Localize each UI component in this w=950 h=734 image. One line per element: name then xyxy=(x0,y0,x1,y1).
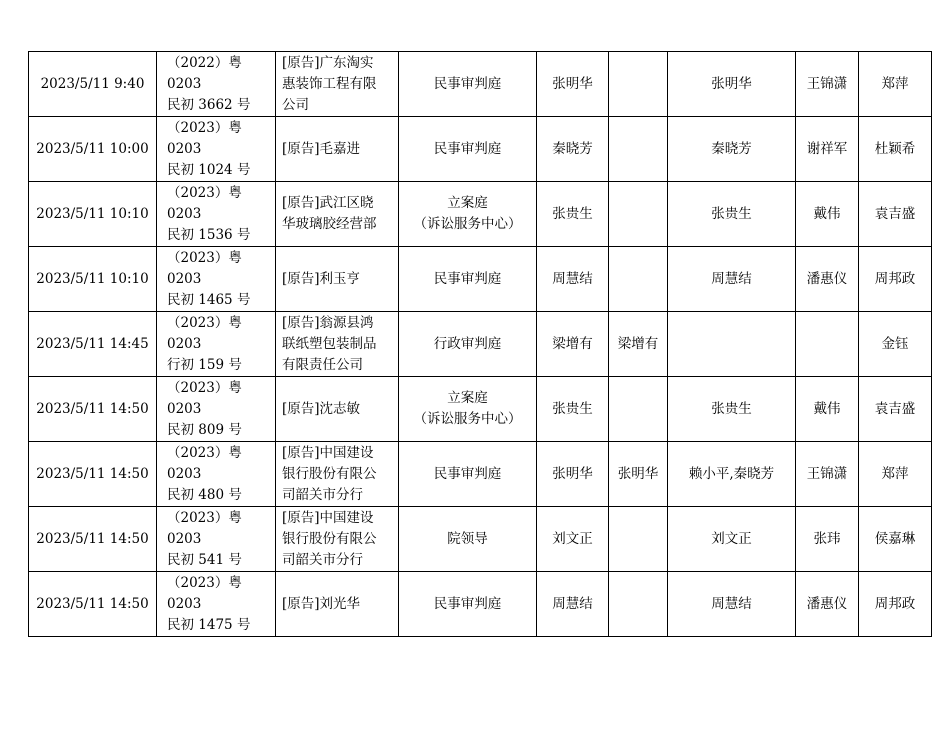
table-row xyxy=(29,312,932,377)
party-cell xyxy=(276,117,399,182)
presiding-judge-cell xyxy=(609,377,668,442)
party-cell-text: [原告]刘光华 xyxy=(282,595,361,612)
clerk-cell xyxy=(796,377,859,442)
hearing-time-cell xyxy=(29,117,157,182)
party-cell-text: [原告]沈志敏 xyxy=(282,400,361,417)
assistant-cell-text: 袁吉盛 xyxy=(874,205,916,222)
assistant-cell xyxy=(859,507,932,572)
presiding-judge-cell xyxy=(609,507,668,572)
case-number-cell xyxy=(157,52,276,117)
court-division-cell xyxy=(399,507,537,572)
court-division-cell-text: 行政审判庭 xyxy=(433,335,502,352)
case-number-cell xyxy=(157,507,276,572)
panel-members-cell xyxy=(668,572,796,637)
assistant-cell xyxy=(859,52,932,117)
panel-members-cell-text: 张贵生 xyxy=(711,400,752,417)
table-row xyxy=(29,442,932,507)
court-division-cell xyxy=(399,377,537,442)
court-division-cell-text: 民事审判庭 xyxy=(433,75,502,92)
court-division-cell xyxy=(399,312,537,377)
panel-members-cell-text: 秦晓芳 xyxy=(711,140,752,157)
assistant-cell xyxy=(859,117,932,182)
assistant-cell-text: 周邦政 xyxy=(874,595,916,612)
party-cell xyxy=(276,572,399,637)
hearing-time-cell-text: 2023/5/11 14:50 xyxy=(36,400,149,417)
panel-members-cell-text: 周慧结 xyxy=(711,595,752,612)
hearing-time-cell xyxy=(29,182,157,247)
presiding-judge-cell xyxy=(609,312,668,377)
assistant-cell-text: 郑萍 xyxy=(881,75,909,92)
court-division-cell xyxy=(399,52,537,117)
clerk-cell-text: 戴伟 xyxy=(813,205,841,222)
court-division-cell-text: 立案庭 （诉讼服务中心） xyxy=(413,195,522,232)
table-row xyxy=(29,117,932,182)
case-number-cell xyxy=(157,312,276,377)
case-number-cell-text: （2023）粤 0203 行初 159 号 xyxy=(167,314,242,373)
hearing-time-cell-text: 2023/5/11 10:00 xyxy=(36,140,149,157)
judge-cell-text: 张明华 xyxy=(552,465,593,482)
clerk-cell xyxy=(796,312,859,377)
clerk-cell xyxy=(796,52,859,117)
table-row xyxy=(29,572,932,637)
assistant-cell xyxy=(859,377,932,442)
hearing-time-cell xyxy=(29,572,157,637)
case-number-cell-text: （2023）粤 0203 民初 480 号 xyxy=(167,444,242,503)
assistant-cell-text: 侯嘉琳 xyxy=(874,530,916,547)
case-number-cell-text: （2023）粤 0203 民初 1536 号 xyxy=(167,184,251,243)
schedule-body xyxy=(29,52,932,637)
judge-cell xyxy=(537,117,609,182)
hearing-time-cell xyxy=(29,442,157,507)
case-number-cell xyxy=(157,182,276,247)
party-cell-text: [原告]武江区晓 华玻璃胶经营部 xyxy=(282,195,377,232)
panel-members-cell xyxy=(668,117,796,182)
party-cell xyxy=(276,312,399,377)
court-division-cell-text: 民事审判庭 xyxy=(433,270,502,287)
assistant-cell xyxy=(859,442,932,507)
clerk-cell xyxy=(796,507,859,572)
judge-cell xyxy=(537,377,609,442)
panel-members-cell xyxy=(668,442,796,507)
hearing-time-cell-text: 2023/5/11 14:50 xyxy=(36,465,149,482)
clerk-cell-text: 张玮 xyxy=(813,530,841,547)
court-division-cell xyxy=(399,572,537,637)
party-cell xyxy=(276,247,399,312)
assistant-cell-text: 金钰 xyxy=(881,335,909,352)
judge-cell-text: 周慧结 xyxy=(552,270,593,287)
hearing-time-cell xyxy=(29,377,157,442)
party-cell-text: [原告]利玉亨 xyxy=(282,270,361,287)
judge-cell xyxy=(537,442,609,507)
case-number-cell xyxy=(157,377,276,442)
table-row xyxy=(29,52,932,117)
clerk-cell xyxy=(796,182,859,247)
party-cell-text: [原告]中国建设 银行股份有限公 司韶关市分行 xyxy=(282,509,377,568)
panel-members-cell xyxy=(668,52,796,117)
party-cell xyxy=(276,507,399,572)
party-cell xyxy=(276,377,399,442)
judge-cell-text: 张明华 xyxy=(552,75,593,92)
judge-cell xyxy=(537,312,609,377)
case-number-cell xyxy=(157,117,276,182)
presiding-judge-cell xyxy=(609,442,668,507)
assistant-cell-text: 袁吉盛 xyxy=(874,400,916,417)
panel-members-cell-text: 周慧结 xyxy=(711,270,752,287)
clerk-cell-text: 王锦潇 xyxy=(806,465,848,482)
hearing-time-cell xyxy=(29,52,157,117)
case-number-cell-text: （2023）粤 0203 民初 1024 号 xyxy=(167,119,251,178)
presiding-judge-cell xyxy=(609,182,668,247)
hearing-time-cell-text: 2023/5/11 14:45 xyxy=(36,335,149,352)
panel-members-cell-text: 赖小平,秦晓芳 xyxy=(688,465,775,482)
panel-members-cell xyxy=(668,247,796,312)
assistant-cell xyxy=(859,247,932,312)
court-division-cell xyxy=(399,442,537,507)
judge-cell xyxy=(537,507,609,572)
panel-members-cell-text: 张明华 xyxy=(711,75,752,92)
clerk-cell-text: 谢祥军 xyxy=(806,140,848,157)
judge-cell xyxy=(537,247,609,312)
court-division-cell-text: 立案庭 （诉讼服务中心） xyxy=(413,390,522,427)
assistant-cell-text: 郑萍 xyxy=(881,465,909,482)
presiding-judge-cell xyxy=(609,572,668,637)
party-cell xyxy=(276,182,399,247)
table-row xyxy=(29,377,932,442)
court-division-cell-text: 民事审判庭 xyxy=(433,465,502,482)
judge-cell xyxy=(537,52,609,117)
assistant-cell xyxy=(859,312,932,377)
case-number-cell xyxy=(157,572,276,637)
judge-cell xyxy=(537,572,609,637)
case-number-cell-text: （2023）粤 0203 民初 541 号 xyxy=(167,509,242,568)
court-division-cell-text: 院领导 xyxy=(447,530,488,547)
clerk-cell xyxy=(796,572,859,637)
table-row xyxy=(29,247,932,312)
hearing-time-cell xyxy=(29,507,157,572)
presiding-judge-cell-text: 张明华 xyxy=(617,465,659,482)
party-cell xyxy=(276,52,399,117)
presiding-judge-cell xyxy=(609,247,668,312)
assistant-cell xyxy=(859,572,932,637)
clerk-cell-text: 戴伟 xyxy=(813,400,841,417)
court-division-cell xyxy=(399,182,537,247)
case-number-cell-text: （2023）粤 0203 民初 809 号 xyxy=(167,379,242,438)
hearing-time-cell-text: 2023/5/11 14:50 xyxy=(36,530,149,547)
hearing-time-cell-text: 2023/5/11 14:50 xyxy=(36,595,149,612)
assistant-cell-text: 周邦政 xyxy=(874,270,916,287)
table-row xyxy=(29,182,932,247)
hearing-time-cell-text: 2023/5/11 10:10 xyxy=(36,205,149,222)
party-cell-text: [原告]广东淘实 惠装饰工程有限 公司 xyxy=(282,54,377,113)
assistant-cell-text: 杜颖希 xyxy=(874,140,916,157)
clerk-cell-text: 王锦潇 xyxy=(806,75,848,92)
panel-members-cell xyxy=(668,182,796,247)
panel-members-cell xyxy=(668,377,796,442)
judge-cell-text: 梁增有 xyxy=(552,335,593,352)
table-row xyxy=(29,507,932,572)
hearing-schedule-table xyxy=(28,51,932,637)
case-number-cell-text: （2023）粤 0203 民初 1475 号 xyxy=(167,574,251,633)
party-cell-text: [原告]毛嘉进 xyxy=(282,140,361,157)
court-division-cell xyxy=(399,117,537,182)
panel-members-cell-text: 张贵生 xyxy=(711,205,752,222)
presiding-judge-cell xyxy=(609,117,668,182)
clerk-cell-text: 潘惠仪 xyxy=(806,595,848,612)
presiding-judge-cell-text: 梁增有 xyxy=(617,335,659,352)
clerk-cell xyxy=(796,247,859,312)
party-cell-text: [原告]中国建设 银行股份有限公 司韶关市分行 xyxy=(282,444,377,503)
case-number-cell-text: （2022）粤 0203 民初 3662 号 xyxy=(167,54,251,113)
court-division-cell-text: 民事审判庭 xyxy=(433,140,502,157)
panel-members-cell xyxy=(668,507,796,572)
clerk-cell xyxy=(796,117,859,182)
clerk-cell xyxy=(796,442,859,507)
clerk-cell-text: 潘惠仪 xyxy=(806,270,848,287)
party-cell-text: [原告]翁源县鸿 联纸塑包装制品 有限责任公司 xyxy=(282,314,377,373)
judge-cell-text: 张贵生 xyxy=(552,205,593,222)
judge-cell-text: 周慧结 xyxy=(552,595,593,612)
judge-cell-text: 秦晓芳 xyxy=(552,140,593,157)
panel-members-cell xyxy=(668,312,796,377)
party-cell xyxy=(276,442,399,507)
case-number-cell xyxy=(157,442,276,507)
panel-members-cell-text: 刘文正 xyxy=(711,530,752,547)
judge-cell-text: 张贵生 xyxy=(552,400,593,417)
case-number-cell xyxy=(157,247,276,312)
court-division-cell xyxy=(399,247,537,312)
presiding-judge-cell xyxy=(609,52,668,117)
hearing-time-cell xyxy=(29,312,157,377)
judge-cell-text: 刘文正 xyxy=(552,530,593,547)
court-division-cell-text: 民事审判庭 xyxy=(433,595,502,612)
hearing-time-cell-text: 2023/5/11 10:10 xyxy=(36,270,149,287)
hearing-time-cell xyxy=(29,247,157,312)
hearing-time-cell-text: 2023/5/11 9:40 xyxy=(40,75,145,92)
assistant-cell xyxy=(859,182,932,247)
judge-cell xyxy=(537,182,609,247)
case-number-cell-text: （2023）粤 0203 民初 1465 号 xyxy=(167,249,251,308)
